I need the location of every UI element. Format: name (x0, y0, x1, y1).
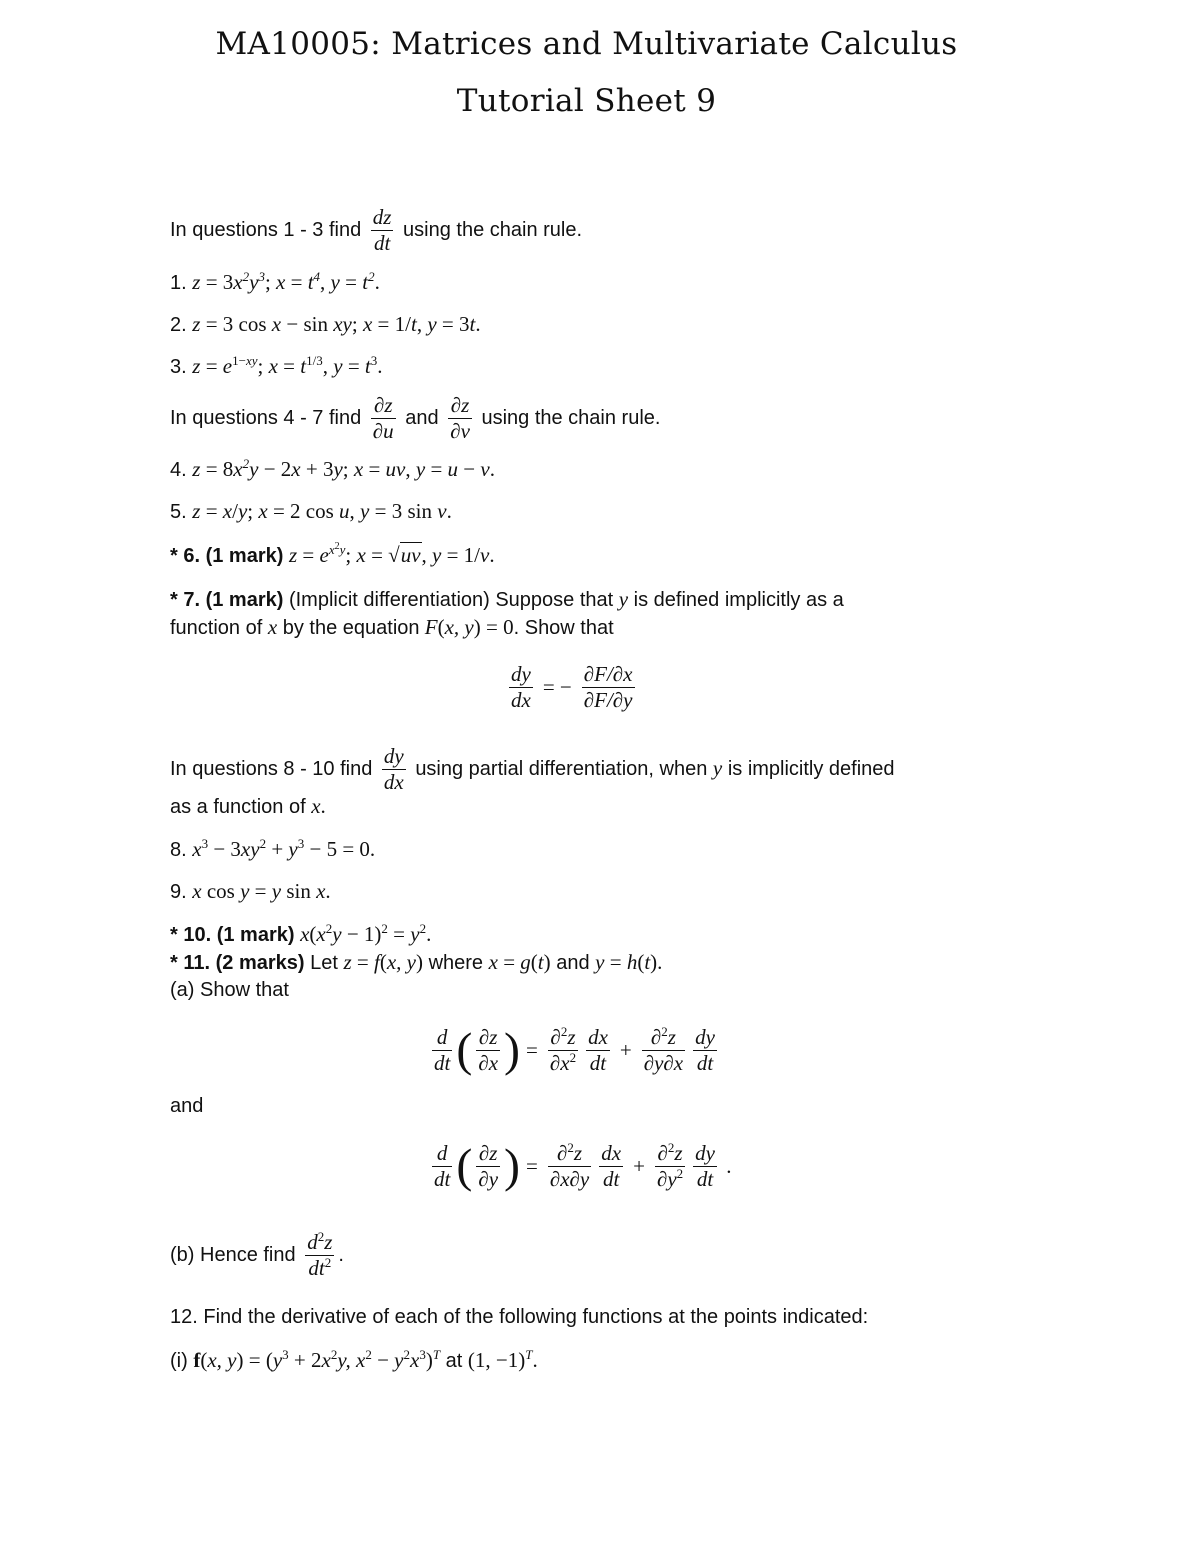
equation: f(x, $y) = (y^3 + 2x^2y$, $x^2 - y^2x^3)^T$ (193, 1347, 441, 1372)
let-word: Let (310, 952, 338, 974)
intro-questions-1-3 (170, 205, 582, 256)
intro-text-suffix: is implicitly defined (727, 757, 895, 780)
var-y: y (618, 587, 629, 611)
question-12 (170, 1305, 868, 1329)
question-number: 5. (170, 501, 187, 523)
fraction-dy-dt: $\frac{dy}{dt}$ (695, 1025, 715, 1075)
question-number: 9. (170, 881, 187, 903)
question-number: * 11. (170, 952, 211, 974)
question-1 (170, 270, 380, 295)
question-marks: (2 marks) (215, 952, 305, 974)
fraction-d2z-dxdy: $\frac{\partial^2z}{\partial x\partial y}$ (549, 1140, 590, 1191)
question-marks: (1 mark) (205, 589, 284, 611)
question-7-line-1 (170, 587, 844, 612)
display-equation-a1: $\frac{d}{dt}$ ( $\frac{\partial z}{\partial x}$ ) = $\frac{\partial^2z}{\partial x^2}$ $\frac{dx}{dt}$ + $\frac{\partial^2z}{\partial y\partial x}$ $\frac{dy}{dt}$ (434, 1023, 715, 1077)
intro-questions-4-7 (170, 393, 660, 444)
fraction-dy-dx: $\frac{dy}{dx}$ (383, 744, 404, 794)
question-number: * 7. (170, 589, 201, 611)
question-12-part-i (170, 1348, 538, 1373)
question-number: 1. (170, 272, 187, 294)
equation: z = 3 cos x − sin xy; x = 1/t, y = 3t. (192, 312, 481, 336)
question-11-part-b: (b) Hence find $\frac{d^2z}{dt^2}$ . (170, 1229, 344, 1280)
fraction-d2z-dt2: $\frac{d^2z}{dt^2}$ (307, 1229, 333, 1280)
question-text: (Implicit differentiation) Suppose that (288, 589, 614, 611)
fraction-dz-dt: $\frac{dz}{dt}$ (372, 205, 392, 255)
intro-text: as a function of (170, 796, 306, 818)
fraction-dz-du: $\frac{\partial z}{\partial u}$ (372, 393, 394, 443)
intro-text-middle: using partial differentiation, when (415, 757, 708, 780)
equation: $z = 3x^2y^3$; $x = t^4$, $y = t^2$. (192, 269, 380, 294)
question-8 (170, 837, 375, 862)
intro-questions-8-10 (170, 744, 895, 795)
question-11 (170, 950, 662, 975)
equation: F(x, y) = 0 (419, 615, 514, 639)
fraction-d-dt: $\frac{d}{dt}$ (434, 1141, 451, 1191)
question-6 (170, 543, 495, 568)
intro-text: In questions 1 - 3 find (170, 218, 362, 241)
equation: x = g(t) (488, 950, 551, 974)
question-11-part-a: (a) Show that (170, 979, 289, 1001)
at-word: at (445, 1350, 463, 1372)
and-word: and (556, 952, 590, 974)
equation: $z = e^{1-xy}$; $x = t^{1/3}$, $y = t^3$. (192, 353, 383, 378)
equation: y = h(t). (595, 950, 663, 974)
page-subtitle: Tutorial Sheet 9 (456, 83, 717, 119)
intro-text-suffix: using the chain rule. (481, 406, 661, 429)
fraction-dz-dx: $\frac{\partial z}{\partial x}$ (478, 1025, 499, 1075)
question-text: is defined implicitly as a (633, 589, 844, 611)
question-number: * 10. (170, 924, 212, 946)
question-3 (170, 354, 383, 379)
var-x: x (267, 615, 278, 639)
question-number: 3. (170, 356, 187, 378)
fraction-dx-dt: $\frac{dx}{dt}$ (601, 1141, 622, 1191)
fraction-d2z-dydx: $\frac{\partial^2z}{\partial y\partial x}$ (643, 1024, 684, 1075)
question-5 (170, 499, 452, 524)
equation: x cos y = y sin x. (192, 879, 331, 903)
question-2 (170, 312, 481, 337)
question-marks: (1 mark) (216, 924, 295, 946)
var-x: x. (311, 794, 326, 818)
point: (1, −1)$^T$. (467, 1347, 538, 1372)
fraction-d-dt: $\frac{d}{dt}$ (434, 1025, 451, 1075)
equation: $x^3 - 3xy^2 + y^3 - 5 = 0$. (192, 836, 376, 861)
intro-questions-8-10-line-2 (170, 794, 326, 819)
fraction-dy-dt: $\frac{dy}{dt}$ (695, 1141, 715, 1191)
question-text: . Show that (513, 617, 614, 639)
display-equation-a2: $\frac{d}{dt}$ ( $\frac{\partial z}{\partial y}$ ) = $\frac{\partial^2z}{\partial x\partial y}$ $\frac{dx}{dt}$ + $\frac{\partial^2z}{\partial y^2}$ $\frac{dy}{dt}$ . (434, 1139, 732, 1193)
question-4 (170, 457, 495, 482)
fraction-d2z-dy2: $\frac{\partial^2z}{\partial y^2}$ (656, 1140, 684, 1191)
question-number: 2. (170, 314, 187, 336)
fraction-dx-dt: $\frac{dx}{dt}$ (588, 1025, 608, 1075)
fraction-dz-dy: $\frac{\partial z}{\partial y}$ (478, 1141, 499, 1191)
question-marks: (1 mark) (205, 545, 284, 567)
and-word: and (405, 406, 439, 429)
and-connector: and (170, 1095, 204, 1117)
fraction-partial-ratio: $\frac{\partial F/\partial x}{\partial F/\partial y}$ (583, 662, 633, 712)
var-y: y (712, 755, 723, 780)
intro-text: In questions 8 - 10 find (170, 757, 373, 780)
question-10 (170, 922, 431, 947)
question-text: Find the derivative of each of the following functions at the points indicated: (203, 1306, 869, 1328)
question-7-line-2 (170, 615, 614, 640)
equation: z = f(x, y) (343, 950, 424, 974)
question-number: 8. (170, 839, 187, 861)
equation: $z = e^{x^2y}$; x = √uv, y = 1/v. (288, 541, 495, 567)
question-9 (170, 879, 331, 904)
question-text: function of (170, 617, 263, 639)
where-word: where (428, 952, 484, 974)
question-number: 4. (170, 459, 187, 481)
fraction-dy-dx: $\frac{dy}{dx}$ (511, 662, 531, 712)
page-title: MA10005: Matrices and Multivariate Calculus (215, 26, 958, 62)
fraction-dz-dv: $\frac{\partial z}{\partial v}$ (450, 393, 470, 443)
question-number: 12. (170, 1306, 198, 1328)
part-b-text: (b) Hence find (170, 1243, 296, 1266)
question-text: by the equation (282, 617, 420, 639)
equation: z = x/y; x = 2 cos u, y = 3 sin v. (192, 499, 452, 523)
intro-text: In questions 4 - 7 find (170, 406, 362, 429)
display-equation-dy-dx: $\frac{dy}{dx}$ = − $\frac{\partial F/\partial x}{\partial F/\partial y}$ (511, 662, 633, 712)
question-number: * 6. (170, 545, 201, 567)
fraction-d2z-dx2: $\frac{\partial^2z}{\partial x^2}$ (549, 1024, 577, 1075)
equation: $z = 8x^2y - 2x + 3y$; x = uv, y = u − v. (192, 456, 495, 481)
equation: $x(x^2y - 1)^2 = y^2$. (300, 921, 432, 946)
intro-text-suffix: using the chain rule. (403, 218, 583, 241)
part-label: (i) (170, 1350, 188, 1372)
